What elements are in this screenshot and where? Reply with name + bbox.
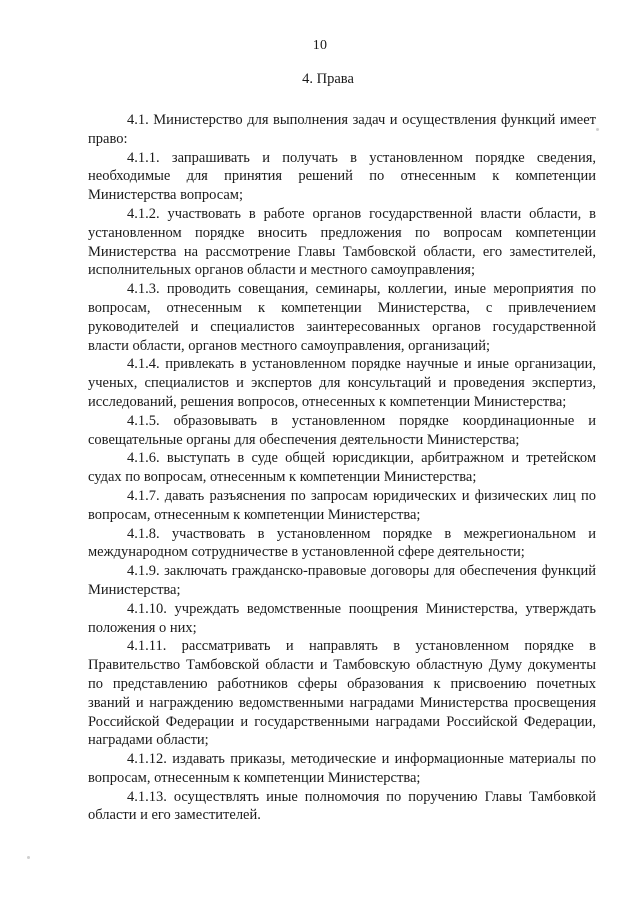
- paragraph-4-1-4: 4.1.4. привлекать в установленном порядке научные и иные организации, ученых, специалистов и экспертов для консультаций и проведения экспертиз, исследований, решения вопросов, отнесенных к компетенции Министерства;: [88, 356, 596, 410]
- paragraph-4-1-3: 4.1.3. проводить совещания, семинары, коллегии, иные мероприятия по вопросам, отнесенным к компетенции Министерства, с привлечением руководителей и специалистов заинтересованных органов государственной власти области, органов местного самоуправления, организаций;: [88, 281, 596, 354]
- paragraph-4-1-13: 4.1.13. осуществлять иные полномочия по поручению Главы Тамбовкой области и его заместителей.: [88, 788, 596, 824]
- scan-speck: [596, 128, 599, 131]
- paragraph-4-1-7: 4.1.7. давать разъяснения по запросам юридических и физических лиц по вопросам, отнесенным к компетенции Министерства;: [88, 487, 596, 523]
- paragraph-4-1-1: 4.1.1. запрашивать и получать в установленном порядке сведения, необходимые для принятия решений по отнесенным к компетенции Министерства вопросам;: [88, 149, 596, 204]
- paragraph-4-1-2: 4.1.2. участвовать в работе органов государственной власти области, в установленном порядке вносить предложения по вопросам компетенции Министерства на рассмотрение Главы Тамбовской области, его заместителей, исполнительных органов области и местного самоуправления;: [88, 205, 596, 279]
- paragraph-4-1-10: 4.1.10. учреждать ведомственные поощрения Министерства, утверждать положения о них;: [88, 600, 596, 636]
- paragraph-4-1-8: 4.1.8. участвовать в установленном порядке в межрегиональном и международном сотрудничестве в установленной сфере деятельности;: [88, 525, 596, 561]
- paragraph-4-1: 4.1. Министерство для выполнения задач и осуществления функций имеет право:: [88, 112, 596, 147]
- section-title: 4. Права: [302, 71, 354, 87]
- paragraph-4-1-12: 4.1.12. издавать приказы, методические и информационные материалы по вопросам, отнесенным к компетенции Министерства;: [88, 751, 596, 786]
- paragraph-4-1-6: 4.1.6. выступать в суде общей юрисдикции, арбитражном и третейском судах по вопросам, отнесенным к компетенции Министерства;: [88, 450, 596, 486]
- paragraph-4-1-9: 4.1.9. заключать гражданско-правовые договоры для обеспечения функций Министерства;: [88, 563, 596, 598]
- paragraph-4-1-5: 4.1.5. образовывать в установленном порядке координационные и совещательные органы для обеспечения деятельности Министерства;: [88, 412, 596, 448]
- paragraph-4-1-11: 4.1.11. рассматривать и направлять в установленном порядке в Правительство Тамбовской области и Тамбовскую областную Думу документы по представлению работников сферы образования к присвоению почетных званий и награждению ведомственными наградами Министерства просвещения Российской Федерации и государственными наградами Российской Федерации, наградами области;: [88, 638, 596, 749]
- scan-speck: [27, 856, 30, 859]
- page-number: 10: [312, 38, 328, 53]
- section-body: [88, 111, 596, 825]
